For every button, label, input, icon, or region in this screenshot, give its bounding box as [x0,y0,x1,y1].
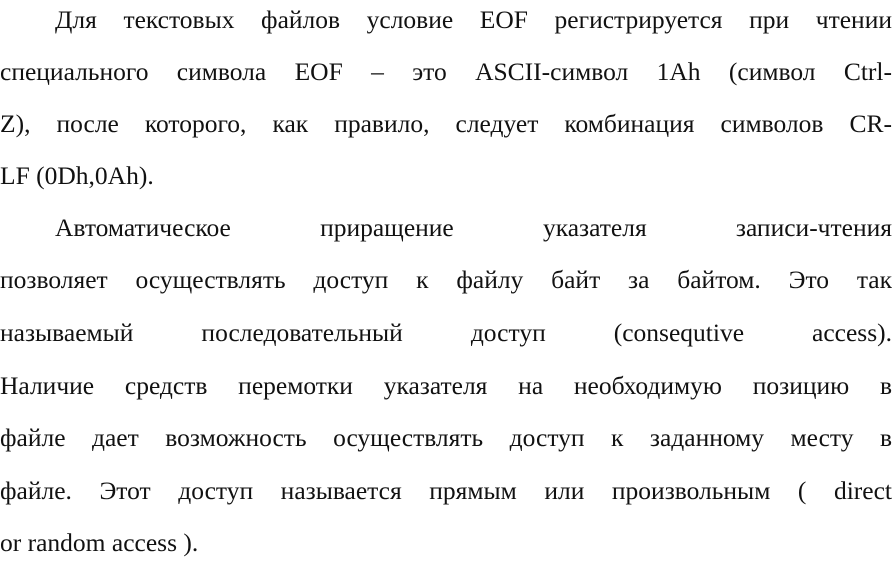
paragraph-2-line-1: Автоматическое приращение указателя записи-чтения [55,213,892,242]
paragraph-1-line-3: Z), после которого, как правило, следует комбинация символов CR- [0,109,892,138]
paragraph-1-line-1: Для текстовых файлов условие EOF регистрируется при чтении [55,5,892,34]
paragraph-2-line-7: or random access ). [0,528,199,557]
paragraph-2-line-4: Наличие средств перемотки указателя на необходимую позицию в [0,371,892,400]
paragraph-2-line-5: файле дает возможность осуществлять доступ к заданному месту в [0,423,892,452]
paragraph-2-line-3: называемый последовательный доступ (consequtive access). [0,318,892,347]
paragraph-2-line-2: позволяет осуществлять доступ к файлу байт за байтом. Это так [0,265,892,294]
paragraph-2-line-6: файле. Этот доступ называется прямым или произвольным ( direct [0,476,892,505]
paragraph-1-line-2: специального символа EOF – это ASCII-символ 1Ah (символ Ctrl- [0,57,892,86]
paragraph-1-line-4: LF (0Dh,0Ah). [0,161,154,190]
